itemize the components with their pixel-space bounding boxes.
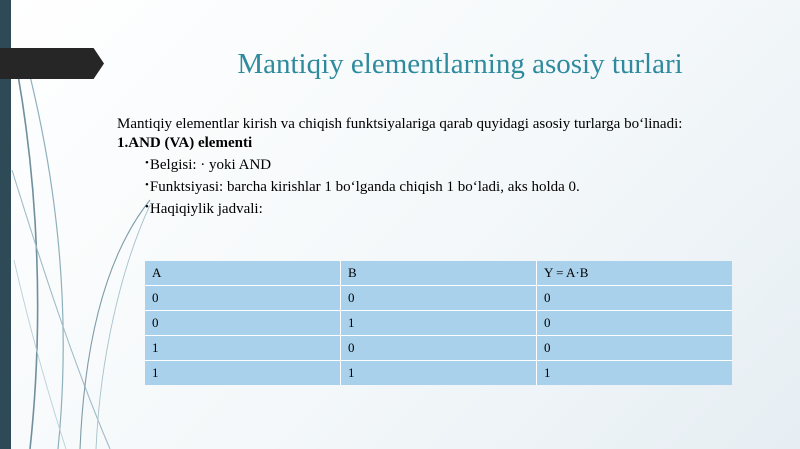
bullet-item	[145, 153, 580, 175]
bullet-dot: •	[145, 179, 149, 191]
table-header-cell: B	[341, 261, 537, 286]
bullet-dot: •	[145, 157, 149, 169]
bullet-text: Belgisi: · yoki AND	[149, 157, 272, 173]
table-row	[145, 361, 732, 386]
table-cell: 1	[341, 361, 537, 386]
table-row	[145, 286, 732, 311]
slide-title: Mantiqiy elementlarning asosiy turlari	[237, 48, 683, 80]
bullet-item	[145, 197, 580, 219]
table-cell: 0	[341, 336, 537, 361]
table-cell: 0	[341, 286, 537, 311]
table-header-cell: Y = A·B	[537, 261, 733, 286]
intro-text: Mantiqiy elementlar kirish va chiqish funktsiyalariga qarab quyidagi asosiy turlarga bo‘linadi:	[117, 116, 683, 132]
bullet-dot: •	[145, 201, 149, 213]
bullet-text: Haqiqiylik jadvali:	[149, 201, 263, 217]
bullet-text: Funktsiyasi: barcha kirishlar 1 bo‘lganda chiqish 1 bo‘ladi, aks holda 0.	[149, 179, 580, 195]
table-row	[145, 311, 732, 336]
table-header-row	[145, 261, 732, 286]
bullet-list	[145, 153, 580, 219]
table-cell: 0	[537, 336, 733, 361]
table-cell: 1	[152, 365, 159, 380]
table-cell: 0	[537, 311, 733, 336]
table-cell: 1	[537, 361, 733, 386]
table-row	[145, 336, 732, 361]
table-cell: 1	[341, 311, 537, 336]
truth-table	[145, 261, 732, 385]
table-cell: 1	[145, 336, 341, 361]
bullet-item	[145, 175, 580, 197]
table-cell: 0	[145, 311, 341, 336]
title-tab-shape	[0, 48, 104, 79]
table-cell: 0	[537, 286, 733, 311]
table-header-cell: A	[145, 261, 341, 286]
table-cell: 0	[145, 286, 341, 311]
section-heading: 1.AND (VA) elementi	[117, 135, 253, 151]
